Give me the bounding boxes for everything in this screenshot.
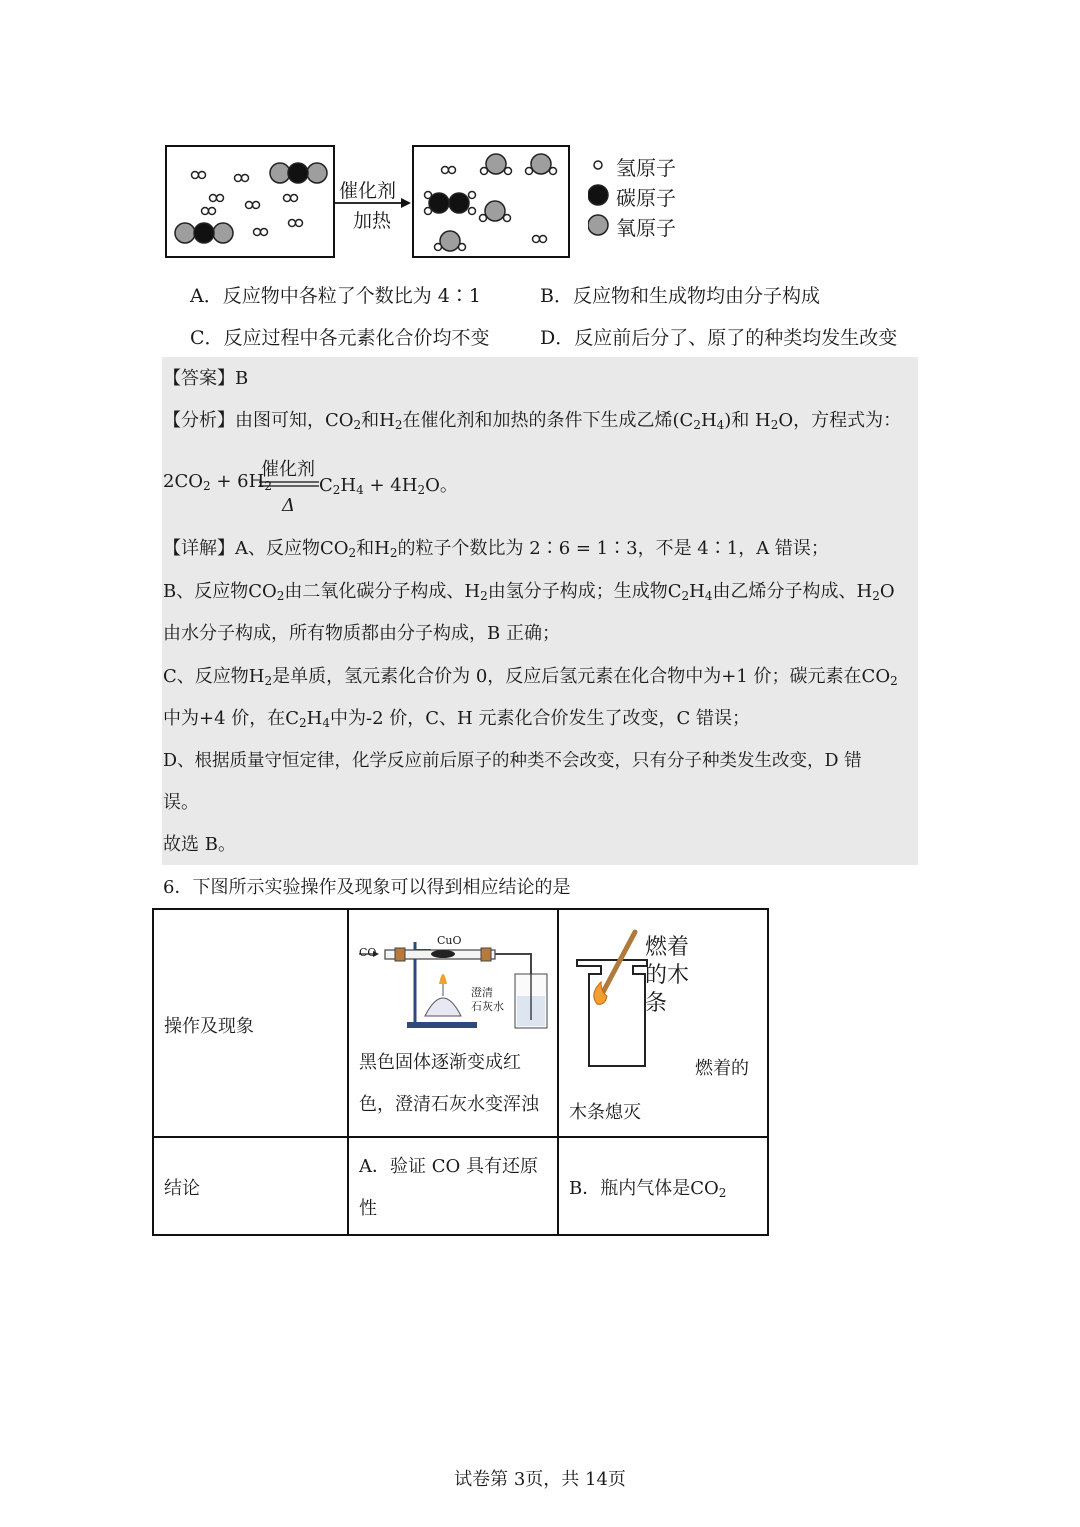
legend-hydrogen-label: 氢原子 <box>616 156 676 180</box>
detail-line-8: 故选 B。 <box>163 834 236 855</box>
detail-text: H <box>306 708 323 729</box>
analysis-text: )和 H <box>724 410 771 431</box>
row2-header: 结论 <box>164 1178 200 1199</box>
cell-b-phenomenon-2: 木条熄灭 <box>569 1102 641 1123</box>
detail-text: 是单质，氢元素化合价为 0，反应后氢元素在化合物中为+1 价；碳元素在CO <box>272 666 891 687</box>
option-d: D．反应前后分了、原了的种类均发生改变 <box>540 327 898 349</box>
conclusion-b-text: B．瓶内气体是CO <box>569 1178 719 1199</box>
sub: 2 <box>480 589 488 603</box>
splint-label-2: 的木 <box>645 963 690 988</box>
page-footer: 试卷第 3页，共 14页 <box>454 1469 626 1490</box>
sub: 4 <box>356 483 364 497</box>
detail-line-3: 由水分子构成，所有物质都由分子构成，B 正确； <box>163 623 560 644</box>
detail-text: H <box>689 581 705 602</box>
analysis-text: H <box>700 410 717 431</box>
detail-label: 【详解】 <box>163 538 235 559</box>
eq-text: O。 <box>425 475 458 496</box>
detail-text: 中为-2 价，C、H 元素化合价发生了改变，C 错误； <box>330 708 750 729</box>
option-c: C．反应过程中各元素化合价均不变 <box>190 327 490 349</box>
option-b: B．反应物和生成物均由分子构成 <box>540 285 820 307</box>
detail-text: O <box>879 581 895 602</box>
eq-text: 2CO <box>163 471 203 492</box>
product-molecules <box>414 147 568 256</box>
sub: 2 <box>394 418 403 432</box>
splint-label-3: 条 <box>645 991 668 1016</box>
row1-header-cell <box>153 909 348 1137</box>
carbon-atom-icon <box>588 185 608 205</box>
oxygen-atom-icon <box>588 215 608 235</box>
sub: 2 <box>202 479 211 493</box>
detail-text: C、反应物H <box>163 666 265 687</box>
hydrogen-atom-icon <box>594 161 602 169</box>
equals-bar <box>259 481 319 487</box>
answer-value: B <box>235 368 249 389</box>
detail-line-6: D、根据质量守恒定律，化学反应前后原子的种类不会改变，只有分子种类发生改变，D 错 <box>163 751 862 771</box>
conclusion-b <box>569 1174 726 1200</box>
sub: 2 <box>389 546 398 560</box>
cell-b-conclusion <box>558 1137 768 1235</box>
detail-text: 中为+4 价，在C <box>163 708 300 729</box>
question-6-stem: 6．下图所示实验操作及现象可以得到相应结论的是 <box>163 877 571 898</box>
question-6-table <box>152 908 769 1236</box>
cell-a-phenomenon-2: 色，澄清石灰水变浑浊 <box>359 1094 539 1115</box>
splint-label-1: 燃着 <box>645 935 690 960</box>
detail-line-2 <box>163 578 895 610</box>
detail-text: 由乙烯分子构成、H <box>712 581 873 602</box>
sub: 2 <box>417 483 426 497</box>
analysis-label: 【分析】 <box>163 410 235 431</box>
legend <box>588 152 708 248</box>
sub: 2 <box>872 589 880 603</box>
eq-condition-bottom: Δ <box>282 495 295 516</box>
answer-line <box>163 365 248 393</box>
sub: 2 <box>348 546 357 560</box>
cell-b-phenomenon-1: 燃着的 <box>695 1058 749 1079</box>
cell-b-operation <box>558 909 768 1137</box>
cell-a-operation <box>348 909 558 1137</box>
eq-text: H <box>340 475 357 496</box>
detail-text: B、反应物CO <box>163 581 277 602</box>
detail-line-7: 误。 <box>163 792 199 813</box>
arrow-top-label: 催化剂 <box>339 180 397 202</box>
sub: 2 <box>264 674 273 688</box>
row2-header-cell <box>153 1137 348 1235</box>
answer-label: 【答案】 <box>163 368 235 389</box>
chemical-equation <box>163 455 563 515</box>
detail-text: 和H <box>356 538 390 559</box>
eq-text: C <box>319 475 333 496</box>
sub: 2 <box>770 418 779 432</box>
detail-text: A、反应物CO <box>235 538 349 559</box>
analysis-text: 和H <box>361 410 395 431</box>
legend-oxygen-label: 氧原子 <box>616 216 676 240</box>
legend-carbon-label: 碳原子 <box>616 186 676 210</box>
detail-text: 由二氧化碳分子构成、H <box>284 581 481 602</box>
sub: 2 <box>718 1186 727 1200</box>
sub: 4 <box>322 716 331 730</box>
cell-a-phenomenon-1: 黑色固体逐渐变成红 <box>359 1052 521 1073</box>
sub: 4 <box>704 589 713 603</box>
sub: 2 <box>264 479 272 493</box>
reactants-box <box>165 145 335 258</box>
equation-right <box>319 471 458 497</box>
analysis-text: 由图可知，CO <box>235 410 354 431</box>
eq-condition-top: 催化剂 <box>261 459 315 480</box>
equation-left <box>163 471 272 493</box>
reaction-arrow <box>333 170 411 230</box>
conclusion-a-2: 性 <box>359 1198 377 1219</box>
label-co: CO <box>359 946 377 959</box>
detail-text: 的粒子个数比为 2∶6 = 1∶3，不是 4∶1，A 错误； <box>397 538 829 559</box>
sub: 2 <box>299 716 307 730</box>
label-cuo: CuO <box>437 934 462 947</box>
detail-line-4 <box>163 663 898 695</box>
analysis-text: O，方程式为： <box>778 410 902 431</box>
sub: 2 <box>681 589 690 603</box>
analysis-text: 在催化剂和加热的条件下生成乙烯(C <box>402 410 694 431</box>
sub: 4 <box>716 418 725 432</box>
cell-a-conclusion <box>348 1137 558 1235</box>
eq-text: + 6H <box>210 471 265 492</box>
row1-header: 操作及现象 <box>164 1016 254 1037</box>
label-limewater-1: 澄清 <box>471 986 493 999</box>
detail-text: 由氢分子构成；生成物C <box>487 581 682 602</box>
sub: 2 <box>353 418 362 432</box>
sub: 2 <box>693 418 701 432</box>
arrow-bottom-label: 加热 <box>353 210 392 232</box>
sub: 2 <box>890 674 898 688</box>
detail-line-1 <box>163 535 829 567</box>
label-limewater-2: 石灰水 <box>471 1000 504 1013</box>
sub: 2 <box>332 483 341 497</box>
analysis-line <box>163 407 901 439</box>
detail-line-5 <box>163 705 750 737</box>
products-box <box>412 145 570 258</box>
conclusion-a-1: A．验证 CO 具有还原 <box>359 1156 538 1177</box>
option-a: A．反应物中各粒了个数比为 4∶1 <box>190 285 481 307</box>
sub: 2 <box>276 589 285 603</box>
legend-icons <box>588 152 614 248</box>
eq-text: + 4H <box>363 475 418 496</box>
reactant-molecules <box>167 147 333 256</box>
